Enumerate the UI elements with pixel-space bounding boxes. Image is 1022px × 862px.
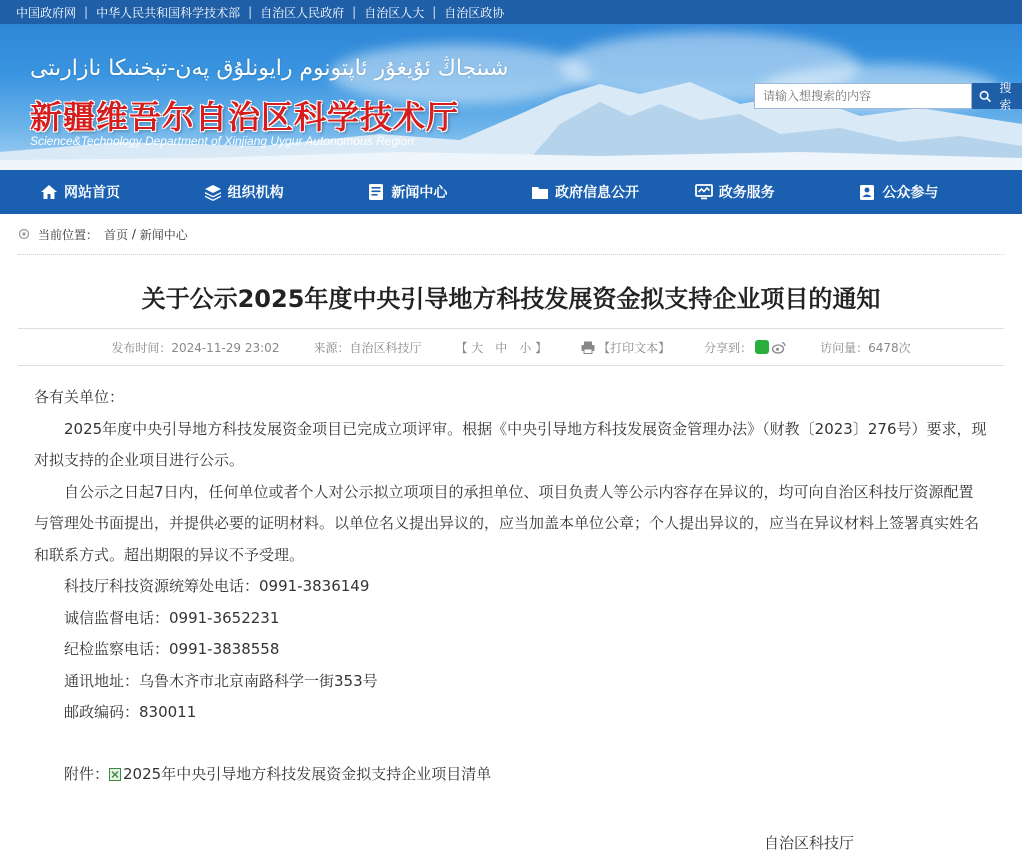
article-meta — [0, 329, 1022, 365]
contact-line: 邮政编码：830011 — [64, 703, 197, 721]
separator: | — [432, 5, 437, 19]
wechat-icon[interactable] — [755, 340, 769, 354]
nav-item-gov-info[interactable] — [531, 182, 695, 202]
article-source: 来源：自治区科技厅 — [313, 340, 422, 355]
nav-item-participation[interactable] — [858, 182, 1022, 202]
top-link-gov[interactable]: 中国政府网 — [16, 5, 77, 20]
location-icon — [18, 228, 30, 240]
folder-icon — [531, 183, 549, 201]
weibo-icon[interactable] — [772, 341, 786, 354]
article-body — [18, 365, 1004, 790]
top-link-cppcc[interactable]: 自治区政协 — [444, 5, 505, 20]
breadcrumb-separator: / — [128, 227, 140, 241]
home-icon — [40, 183, 58, 201]
nav-item-home[interactable] — [40, 182, 204, 202]
breadcrumb-home-link[interactable]: 首页 — [104, 227, 129, 242]
separator: | — [352, 5, 357, 19]
search-button-label: 搜索 — [999, 81, 1012, 112]
nav-item-news[interactable] — [367, 182, 531, 202]
share-section — [704, 339, 786, 356]
search-icon — [979, 90, 992, 103]
printer-icon — [581, 341, 595, 354]
salutation: 各有关单位： — [34, 388, 125, 406]
header-banner — [0, 24, 1022, 170]
top-link-npc[interactable]: 自治区人大 — [364, 5, 425, 20]
top-link-bar — [0, 0, 1022, 24]
site-title-english: Science&Technology Department of Xinjiang Uygur Autonomous Region — [30, 134, 415, 148]
nav-item-label: 政务服务 — [718, 185, 775, 201]
monitor-icon — [695, 183, 713, 201]
separator: | — [248, 5, 253, 19]
attachment-link[interactable]: 2025年中央引导地方科技发展资金拟支持企业项目清单 — [123, 764, 492, 783]
contact-line: 纪检监察电话：0991-3838558 — [64, 640, 280, 658]
contact-line: 科技厅科技资源统筹处电话：0991-3836149 — [64, 577, 370, 595]
site-title: 新疆维吾尔自治区科学技术厅 — [30, 98, 460, 136]
search-button[interactable] — [972, 81, 1022, 112]
font-size-controls[interactable]: 【 大 中 小 】 — [455, 340, 548, 355]
nav-item-label: 新闻中心 — [391, 185, 448, 201]
excel-file-icon — [109, 768, 121, 781]
view-count: 访问量：6478次 — [820, 340, 911, 355]
breadcrumb-current[interactable]: 新闻中心 — [139, 227, 188, 242]
publish-time: 发布时间：2024-11-29 23:02 — [111, 340, 280, 355]
print-label: 【打印文本】 — [598, 340, 671, 355]
paragraph: 自公示之日起7日内，任何单位或者个人对公示拟立项项目的承担单位、项目负责人等公示内容存在异议的，均可向自治区科技厅资源配置与管理处书面提出，并提供必要的证明材料。以单位名义提出异议的，应当加盖本单位公章；个人提出异议的，应当在异议材料上签署真实姓名和联系方式。超出期限的异议不予受理。 — [34, 482, 980, 564]
search-bar — [754, 81, 1022, 112]
layers-icon — [204, 183, 222, 201]
nav-item-label: 公众参与 — [882, 185, 939, 201]
breadcrumb — [18, 214, 1004, 255]
nav-item-label: 组织机构 — [227, 185, 284, 201]
main-nav — [0, 170, 1022, 214]
separator: | — [84, 5, 89, 19]
news-icon — [367, 183, 385, 201]
nav-item-label: 政府信息公开 — [555, 185, 640, 201]
article-title: 关于公示2025年度中央引导地方科技发展资金拟支持企业项目的通知 — [141, 285, 881, 313]
signature: 自治区科技厅 — [764, 834, 855, 852]
people-icon — [858, 183, 876, 201]
uyghur-site-title: شىنجاڭ ئۇيغۇر ئاپتونوم رايونلۇق پەن-تېخنىكا نازارىتى — [30, 56, 509, 81]
share-label: 分享到： — [704, 340, 753, 355]
nav-item-services[interactable] — [695, 182, 859, 202]
paragraph: 2025年度中央引导地方科技发展资金项目已完成立项评审。根据《中央引导地方科技发展资金管理办法》（财教〔2023〕276号）要求，现对拟支持的企业项目进行公示。 — [34, 419, 987, 469]
contact-line: 通讯地址：乌鲁木齐市北京南路科学一街353号 — [64, 671, 378, 690]
attachment — [34, 759, 988, 791]
contact-line: 诚信监督电话：0991-3652231 — [64, 608, 280, 627]
nav-item-organization[interactable] — [204, 182, 368, 202]
print-button[interactable] — [581, 339, 670, 356]
top-link-region-gov[interactable]: 自治区人民政府 — [260, 5, 345, 20]
search-input[interactable] — [754, 83, 972, 109]
breadcrumb-prefix: 当前位置： — [38, 227, 99, 242]
nav-item-label: 网站首页 — [64, 185, 120, 201]
attachment-label: 附件： — [64, 764, 110, 783]
top-link-most[interactable]: 中华人民共和国科学技术部 — [96, 5, 241, 20]
